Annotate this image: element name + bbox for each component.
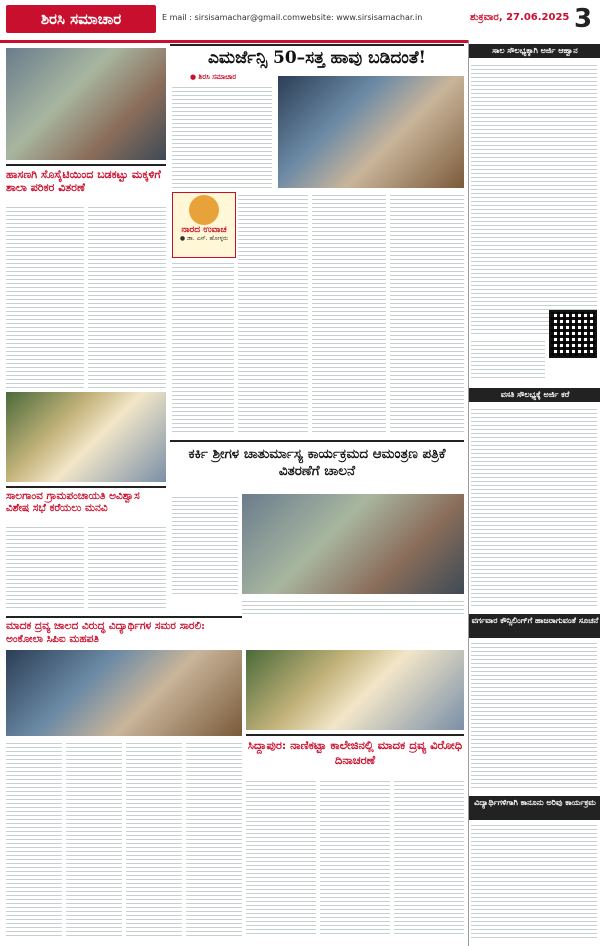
sidebar-box1-body2 <box>471 338 545 380</box>
column-badge <box>172 192 236 258</box>
sidebar-box4-body <box>471 822 597 940</box>
column-author: ● ಡಾ. ಎಸ್. ಹೋಳ್ಳರು <box>179 235 229 242</box>
sidebar-box2-body <box>471 406 597 606</box>
masthead <box>0 0 600 43</box>
bottom-center-headline: ಸಿದ್ದಾಪುರ: ನಾಣಿಕಟ್ಟಾ ಕಾಲೇಜಿನಲ್ಲಿ ಮಾದಕ ದ್ರವ್ಯ ವಿರೋಧಿ ದಿನಾಚರಣೆ <box>247 738 463 767</box>
page-number: 3 <box>573 4 593 34</box>
bottom-center-headline-box <box>246 734 464 776</box>
bottom-center-body-col2 <box>320 778 390 936</box>
left-mid-headline: ಸಾಲಗಾಂವ ಗ್ರಾಮಪಂಚಾಯತಿ ಅವಿಶ್ವಾಸ ವಿಶೇಷ ಸಭೆ ಕರೆಯಲು ಮನವಿ <box>6 490 140 514</box>
right-sidebar <box>468 40 600 946</box>
left-mid-body-col1 <box>6 524 84 608</box>
article-photo-salagaon <box>6 392 166 482</box>
main-body-col3 <box>390 192 464 434</box>
main-headline: ಎಮರ್ಜೆನ್ಸಿ 50–ಸತ್ತ ಹಾವು ಬಡಿದಂತೆ! <box>208 48 426 68</box>
main-byline: ● ಶಿರಸಿ ಸಮಾಚಾರ <box>190 73 237 81</box>
left-mid-body-col2 <box>88 524 166 608</box>
bottom-center-body-col3 <box>394 778 464 936</box>
left-top-headline-box <box>6 164 166 202</box>
sidebar-box3-body <box>471 640 597 790</box>
masthead-email: E mail : sirsisamachar@gmail.com <box>162 13 300 22</box>
qr-code <box>549 310 597 358</box>
main-body-intro <box>172 84 272 188</box>
main-headline-box <box>170 44 464 72</box>
main-body-col0 <box>172 260 234 434</box>
main-body-col2 <box>312 192 386 434</box>
bottom-left-headline: ಮಾದಕ ದ್ರವ್ಯ ಜಾಲದ ವಿರುದ್ಧ ವಿದ್ಯಾರ್ಥಿಗಳ ಸಮರ ಸಾರಲಿ: ಅಂಕೋಲಾ ಸಿಪಿಐ ಮಹಪತಿ <box>6 620 206 645</box>
article-photo-siddapur <box>246 650 464 730</box>
bottom-left-body-col4 <box>186 740 242 936</box>
bottom-center-body-col1 <box>246 778 316 936</box>
column-name: ನಾರದ ಉವಾಚ <box>181 225 227 235</box>
sidebar-box1-title: ಸಾಲ ಸೌಲಭ್ಯಕ್ಕಾಗಿ ಅರ್ಜಿ ಆಹ್ವಾನ <box>469 44 600 58</box>
sidebar-box2-title: ವಸತಿ ಸೌಲಭ್ಯಕ್ಕೆ ಅರ್ಜಿ ಕರೆ <box>469 388 600 402</box>
bottom-left-body-col2 <box>66 740 122 936</box>
center-headline-box <box>170 440 464 492</box>
bottom-left-body-col1 <box>6 740 62 936</box>
masthead-website: website: www.sirsisamachar.in <box>300 13 423 22</box>
article-photo-ankola <box>6 650 242 736</box>
main-body-col1 <box>238 192 308 434</box>
sidebar-box4-title: ವಿದ್ಯಾರ್ಥಿಗಳಿಗಾಗಿ ಕಾನೂನು ಅರಿವು ಕಾರ್ಯಕ್ರಮ <box>469 796 600 820</box>
narada-illustration-icon <box>189 195 219 225</box>
left-mid-headline-box <box>6 486 166 522</box>
newspaper-logo: ಶಿರಸಿ ಸಮಾಚಾರ <box>6 5 156 33</box>
left-top-headline: ಹಾಸಣಗಿ ಸೊಸೈಟಿಯಿಂದ ಬಡಕಟ್ಟು ಮಕ್ಕಳಿಗೆ ಶಾಲಾ ಪರಿಕರ ವಿತರಣೆ <box>6 168 161 194</box>
bottom-left-body-col3 <box>126 740 182 936</box>
center-body <box>172 494 238 594</box>
article-photo-karki <box>242 494 464 594</box>
bottom-left-headline-box <box>6 616 242 648</box>
center-photo-caption <box>242 598 464 614</box>
main-article-photo <box>278 76 464 188</box>
left-top-body-col2 <box>88 204 166 388</box>
article-photo-society <box>6 48 166 160</box>
left-top-body-col1 <box>6 204 84 388</box>
sidebar-box1-body <box>471 62 597 334</box>
center-headline: ಕರ್ಕಿ ಶ್ರೀಗಳ ಚಾತುರ್ಮಾಸ್ಯ ಕಾರ್ಯಕ್ರಮದ ಆಮಂತ್ರಣ ಪತ್ರಿಕೆ ವಿತರಣೆಗೆ ಚಾಲನೆ <box>188 446 446 479</box>
sidebar-box3-title: ವರ್ಗವಾರ ಕೌನ್ಸಿಲಿಂಗ್‌ಗೆ ಹಾಜರಾಗುವಂತೆ ಸೂಚನೆ <box>469 614 600 638</box>
masthead-date: ಶುಕ್ರವಾರ, 27.06.2025 <box>470 12 570 23</box>
